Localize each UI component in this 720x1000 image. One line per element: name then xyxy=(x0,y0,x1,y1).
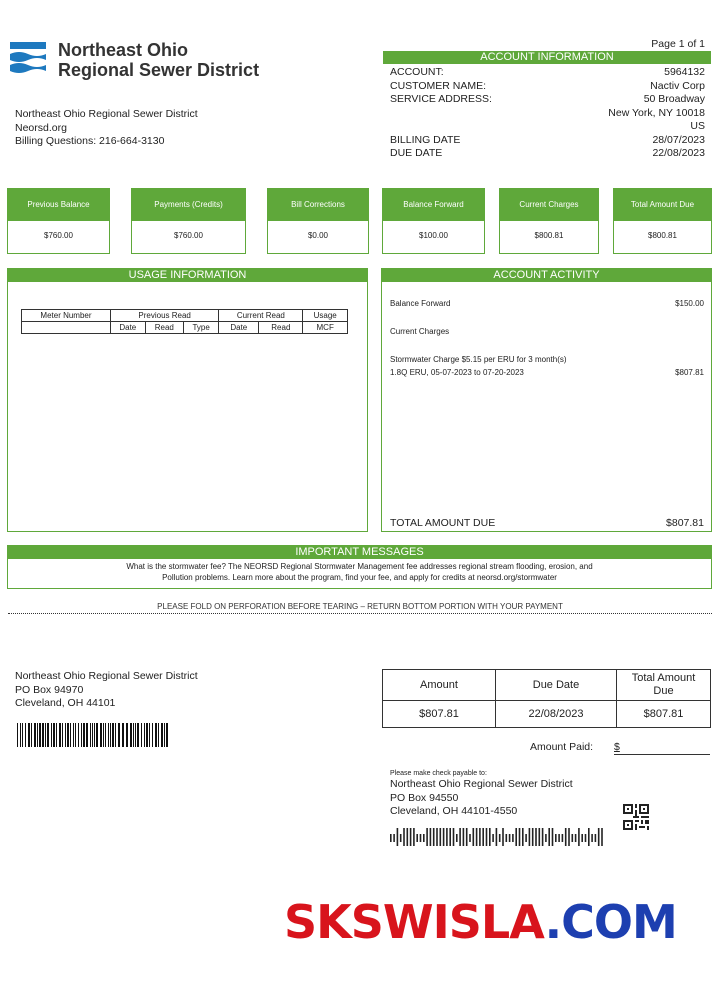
logo xyxy=(10,40,270,85)
remit-address: Northeast Ohio Regional Sewer District PO Box 94970 Cleveland, OH 44101 xyxy=(15,670,198,709)
postal-bar xyxy=(436,828,438,846)
payment-header-row: Amount Due Date Total Amount Due xyxy=(383,670,711,701)
messages-header: IMPORTANT MESSAGES xyxy=(8,546,711,559)
address-line2: New York, NY 10018 xyxy=(608,106,705,119)
summary-box-payments: Payments (Credits) $760.00 xyxy=(131,188,246,254)
barcode-bar xyxy=(122,723,124,747)
barcode-bar xyxy=(141,723,142,747)
summary-box-balance-forward: Balance Forward $100.00 xyxy=(382,188,485,254)
postal-bar xyxy=(492,834,494,842)
barcode-bar xyxy=(65,723,66,747)
barcode-bar xyxy=(115,723,116,747)
barcode-bar xyxy=(112,723,114,747)
barcode-bar xyxy=(78,723,79,747)
postal-bar xyxy=(453,828,455,846)
postal-bar xyxy=(558,834,560,842)
postal-bar xyxy=(393,834,395,842)
payment-table xyxy=(382,669,711,728)
sender-web: Neorsd.org xyxy=(15,121,67,134)
summary-box-current-charges: Current Charges $800.81 xyxy=(499,188,599,254)
barcode-bar xyxy=(70,723,71,747)
postal-bar xyxy=(509,834,511,842)
watermark: SKSWISLA.COM xyxy=(284,895,677,949)
postal-bar xyxy=(568,828,570,846)
account-info xyxy=(390,66,705,161)
postal-barcode-icon xyxy=(390,828,608,846)
postal-bar xyxy=(443,828,445,846)
postal-bar xyxy=(486,828,488,846)
barcode-bar xyxy=(83,723,85,747)
postal-bar xyxy=(459,828,461,846)
barcode-bar xyxy=(81,723,82,747)
qr-code-icon xyxy=(623,804,649,830)
postal-bar xyxy=(548,828,550,846)
barcode-bar xyxy=(130,723,132,747)
customer-row: CUSTOMER NAME: Nactiv Corp xyxy=(390,79,705,92)
barcode-bar xyxy=(158,723,159,747)
postal-bar xyxy=(512,834,514,842)
activity-panel xyxy=(381,268,712,532)
barcode-bar xyxy=(118,723,120,747)
postal-bar xyxy=(440,828,442,846)
activity-current-charges: Current Charges xyxy=(390,327,450,336)
postal-bar xyxy=(397,828,399,846)
usage-panel xyxy=(7,268,368,532)
barcode-bar xyxy=(75,723,76,747)
activity-header: ACCOUNT ACTIVITY xyxy=(382,269,711,282)
postal-bar xyxy=(449,828,451,846)
postal-bar xyxy=(552,828,554,846)
postal-bar xyxy=(591,834,593,842)
barcode-bar xyxy=(103,723,104,747)
postal-bar xyxy=(469,834,471,842)
postal-bar xyxy=(588,828,590,846)
barcode-bar xyxy=(146,723,148,747)
postal-bar xyxy=(410,828,412,846)
postal-bar xyxy=(572,834,574,842)
sender-info xyxy=(15,108,198,149)
barcode-bar xyxy=(42,723,44,747)
sender-name: Northeast Ohio Regional Sewer District xyxy=(15,108,198,120)
postal-bar xyxy=(529,828,531,846)
postal-bar xyxy=(416,834,418,842)
address-line3: US xyxy=(690,120,705,132)
billing-date-row: BILLING DATE 28/07/2023 xyxy=(390,133,705,146)
postal-bar xyxy=(390,834,392,842)
postal-bar xyxy=(496,828,498,846)
barcode-bar xyxy=(53,723,55,747)
meter-header-row: Meter Number Previous Read Current Read Usage xyxy=(22,310,348,322)
messages-panel xyxy=(7,545,712,589)
amount-paid-label: Amount Paid: xyxy=(530,741,594,753)
barcode-bar xyxy=(39,723,41,747)
meter-table xyxy=(21,309,348,334)
barcode-bar xyxy=(110,723,111,747)
postal-bar xyxy=(489,828,491,846)
postal-bar xyxy=(430,828,432,846)
barcode-bar xyxy=(34,723,36,747)
postal-bar xyxy=(466,828,468,846)
barcode-bar xyxy=(105,723,106,747)
barcode-bar xyxy=(92,723,93,747)
postal-bar xyxy=(506,834,508,842)
barcode-bar xyxy=(149,723,150,747)
logo-line2: Regional Sewer District xyxy=(58,60,260,80)
barcode-bar xyxy=(73,723,74,747)
postal-bar xyxy=(403,828,405,846)
due-date-row: DUE DATE 22/08/2023 xyxy=(390,147,705,159)
postal-bar xyxy=(433,828,435,846)
payment-value-row: $807.81 22/08/2023 $807.81 xyxy=(383,701,711,728)
fold-instruction: PLEASE FOLD ON PERFORATION BEFORE TEARING – RETURN BOTTOM PORTION WITH YOUR PAYMENT xyxy=(157,602,563,611)
barcode-bar xyxy=(100,723,102,747)
barcode-bar xyxy=(67,723,69,747)
logo-waves-icon xyxy=(10,42,48,78)
postal-bar xyxy=(413,828,415,846)
barcode-bar xyxy=(51,723,52,747)
account-info-header: ACCOUNT INFORMATION xyxy=(383,51,711,64)
postal-bar xyxy=(545,834,547,842)
postal-bar xyxy=(598,828,600,846)
summary-box-previous-balance: Previous Balance $760.00 xyxy=(7,188,110,254)
barcode-bar xyxy=(137,723,139,747)
barcode-bar xyxy=(108,723,109,747)
barcode-bar xyxy=(90,723,91,747)
message-line2: Pollution problems. Learn more about the program, find your fee, and apply for credits at neorsd.org/stormwater xyxy=(162,573,557,582)
postal-bar xyxy=(473,828,475,846)
barcode-bar xyxy=(45,723,46,747)
postal-bar xyxy=(420,834,422,842)
postal-bar xyxy=(407,828,409,846)
barcode-bar xyxy=(96,723,98,747)
postal-bar xyxy=(400,834,402,842)
postal-bar xyxy=(585,834,587,842)
barcode-bar xyxy=(56,723,57,747)
postal-bar xyxy=(562,834,564,842)
summary-box-total-due: Total Amount Due $800.81 xyxy=(613,188,712,254)
postal-bar xyxy=(555,834,557,842)
postal-bar xyxy=(446,828,448,846)
postal-bar xyxy=(601,828,603,846)
summary-box-corrections: Bill Corrections $0.00 xyxy=(267,188,369,254)
barcode-bar xyxy=(133,723,134,747)
postal-bar xyxy=(515,828,517,846)
usage-header: USAGE INFORMATION xyxy=(8,269,367,282)
postal-bar xyxy=(581,834,583,842)
postal-bar xyxy=(456,834,458,842)
activity-lines xyxy=(390,297,704,379)
service-address-row: SERVICE ADDRESS: 50 Broadway xyxy=(390,93,705,105)
barcode-bar xyxy=(62,723,63,747)
barcode-bar xyxy=(86,723,88,747)
postal-bar xyxy=(522,828,524,846)
account-row: ACCOUNT: 5964132 xyxy=(390,66,705,78)
barcode-bar xyxy=(17,723,18,747)
barcode-bar xyxy=(20,723,21,747)
postal-bar xyxy=(595,834,597,842)
barcode-bar xyxy=(25,723,26,747)
postal-bar xyxy=(519,828,521,846)
barcode-bar xyxy=(22,723,23,747)
postal-bar xyxy=(463,828,465,846)
amount-paid-field[interactable]: $ xyxy=(614,741,710,755)
postal-bar xyxy=(476,828,478,846)
postal-bar xyxy=(532,828,534,846)
postal-bar xyxy=(539,828,541,846)
activity-balance-forward: Balance Forward $150.00 xyxy=(390,299,704,308)
barcode-bar xyxy=(144,723,145,747)
barcode-bar xyxy=(161,723,163,747)
barcode-bar xyxy=(31,723,32,747)
meter-subheader-row: Date Read Type Date Read MCF xyxy=(22,322,348,334)
postal-bar xyxy=(482,828,484,846)
barcode-bar xyxy=(59,723,61,747)
postal-bar xyxy=(565,828,567,846)
activity-total-row: TOTAL AMOUNT DUE $807.81 xyxy=(390,517,704,529)
postal-bar xyxy=(499,834,501,842)
barcode-bar xyxy=(135,723,136,747)
postal-bar xyxy=(502,828,504,846)
barcode-bar xyxy=(94,723,95,747)
postal-bar xyxy=(575,834,577,842)
barcode-bar xyxy=(28,723,30,747)
postal-bar xyxy=(426,828,428,846)
postal-bar xyxy=(525,834,527,842)
postal-bar xyxy=(423,834,425,842)
postal-bar xyxy=(578,828,580,846)
barcode-bar xyxy=(126,723,128,747)
perforation-line xyxy=(8,613,712,614)
payable-block: Please make check payable to: Northeast Ohio Regional Sewer District PO Box 94550 Cleveland, OH 44101-4550 xyxy=(390,770,573,817)
billing-questions: Billing Questions: 216-664-3130 xyxy=(15,135,165,147)
barcode-icon xyxy=(17,723,169,747)
logo-line1: Northeast Ohio xyxy=(58,40,189,60)
barcode-bar xyxy=(155,723,157,747)
barcode-bar xyxy=(164,723,165,747)
postal-bar xyxy=(479,828,481,846)
barcode-bar xyxy=(47,723,49,747)
page-label: Page 1 of 1 xyxy=(651,38,705,50)
message-line1: What is the stormwater fee? The NEORSD Regional Stormwater Management fee addresses regional stream flooding, erosion, and xyxy=(126,562,593,571)
barcode-bar xyxy=(37,723,38,747)
activity-storm-line1: Stormwater Charge $5.15 per ERU for 3 month(s) xyxy=(390,355,567,364)
barcode-bar xyxy=(166,723,168,747)
postal-bar xyxy=(542,828,544,846)
barcode-bar xyxy=(152,723,153,747)
activity-storm-line2: 1.8Q ERU, 05-07-2023 to 07-20-2023 $807.81 xyxy=(390,368,704,377)
postal-bar xyxy=(535,828,537,846)
